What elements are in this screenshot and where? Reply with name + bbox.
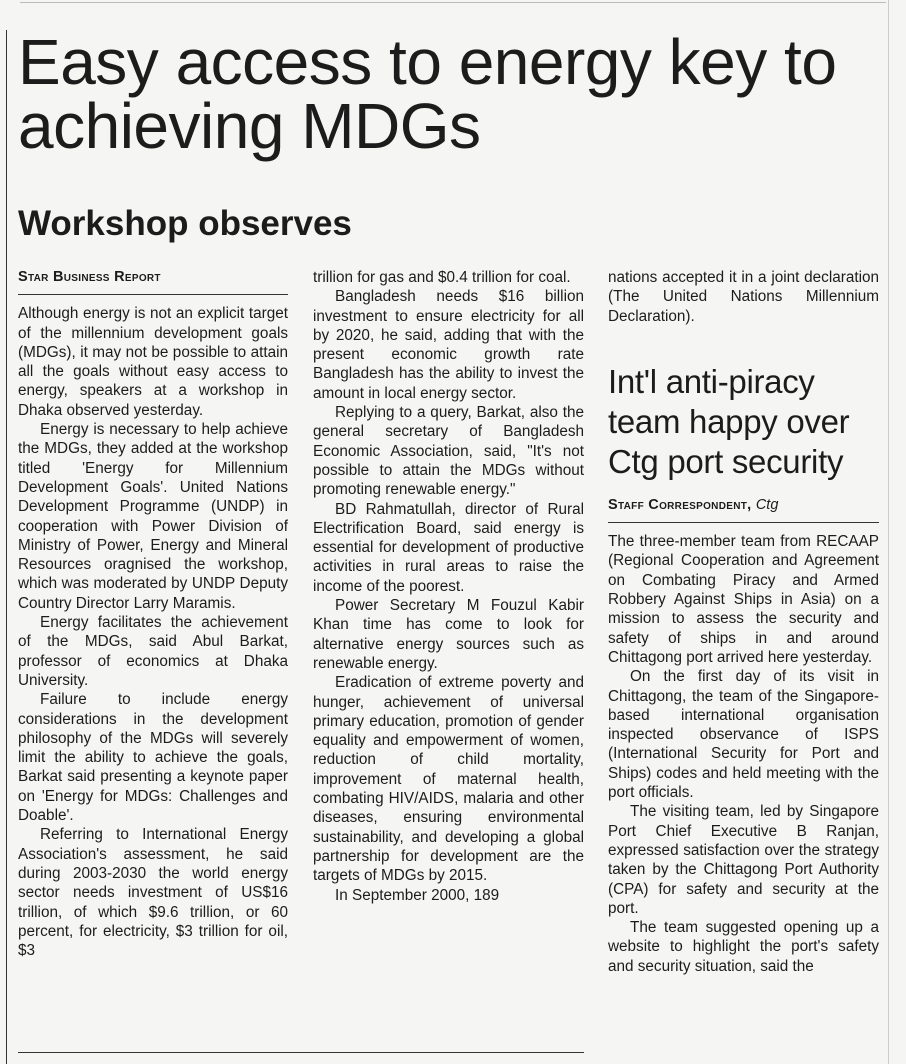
article-column-1 [18,268,288,960]
article-paragraph: Referring to International Energy Association's assessment, he said during 2003-2030 the world energy sector needs investment of US$16 trillion, of which $9.6 trillion, or 60 percent, for electricity, $3 trillion for oil, $3 [18,826,288,960]
story2-paragraph: The three-member team from RECAAP (Regional Cooperation and Agreement on Combating Piracy and Armed Robbery Against Ships in Asia) on a mission to assess the security and safety of ships in and around Chittagong port arrived here yesterday. [608,533,879,666]
article-paragraph: BD Rahmatullah, director of Rural Electrification Board, said energy is essential for development of productive activities in rural areas to raise the income of the poorest. [313,500,584,595]
story2-paragraph: The team suggested opening up a website to highlight the port's safety and security situation, said the [608,919,879,975]
top-rule [20,2,886,3]
byline: Star Business Report [18,268,288,295]
article-paragraph: nations accepted it in a joint declaration (The United Nations Millennium Declaration). [608,269,879,325]
article-paragraph: Although energy is not an explicit target of the millennium development goals (MDGs), it may not be possible to attain all the goals without easy access to energy, speakers at a workshop in Dhaka observed yesterday. [18,305,288,419]
headline: Easy access to energy key to achieving MDGs [18,26,837,162]
story2-paragraph: On the first day of its visit in Chittagong, the team of the Singapore-based international organisation inspected observance of ISPS (International Security for Port and Ships) codes and held meeting with the port officials. [608,668,879,802]
left-column-rule [6,30,7,1064]
article-column-3 [608,268,879,976]
story2-headline: Int'l anti-piracy team happy over Ctg port security [608,362,850,480]
article-paragraph: In September 2000, 189 [335,886,500,904]
right-page-edge [888,0,889,1064]
article-paragraph: Power Secretary M Fouzul Kabir Khan time has come to look for alternative energy sources such as renewable energy. [313,597,584,672]
article-paragraph: Energy facilitates the achievement of the MDGs, said Abul Barkat, professor of economics at Dhaka University. [18,614,288,689]
bottom-rule [18,1052,584,1053]
article-paragraph: Failure to include energy considerations in the development philosophy of the MDGs will severely limit the ability to achieve the goals, Barkat said presenting a keynote paper on 'Energy for MDGs: Challenges and Doable'. [18,691,288,825]
article-column-2 [313,268,584,905]
article-paragraph: trillion for gas and $0.4 trillion for coal. [313,269,571,286]
article-paragraph: Energy is necessary to help achieve the MDGs, they added at the workshop titled 'Energy for Millennium Development Goals'. United Nations Development Programme (UNDP) in cooperation with Power Division of Ministry of Power, Energy and Mineral Resources oragnised the workshop, which was moderated by UNDP Deputy Country Director Larry Maramis. [18,421,288,612]
article-paragraph: Replying to a query, Barkat, also the general secretary of Bangladesh Economic Association, said, "It's not possible to attain the MDGs without promoting renewable energy." [313,404,584,499]
article-paragraph: Eradication of extreme poverty and hunger, achievement of universal primary education, promotion of gender equality and empowerment of women, reduction of child mortality, improvement of maternal health, combating HIV/AIDS, malaria and other diseases, ensuring environmental sustainability, and developing a global partnership for development are the targets of MDGs by 2015. [313,674,584,885]
subheadline: Workshop observes [18,204,352,243]
article-paragraph: Bangladesh needs $16 billion investment to ensure electricity for all by 2020, he said, adding that with the present economic growth rate Bangladesh has the ability to invest the amount in local energy sector. [313,288,584,402]
story2-paragraph: The visiting team, led by Singapore Port Chief Executive B Ranjan, expressed satisfaction over the strategy taken by the Chittagong Port Authority (CPA) for safety and security at the port. [608,803,879,917]
story2-byline: Staff Correspondent, Ctg [608,496,879,523]
